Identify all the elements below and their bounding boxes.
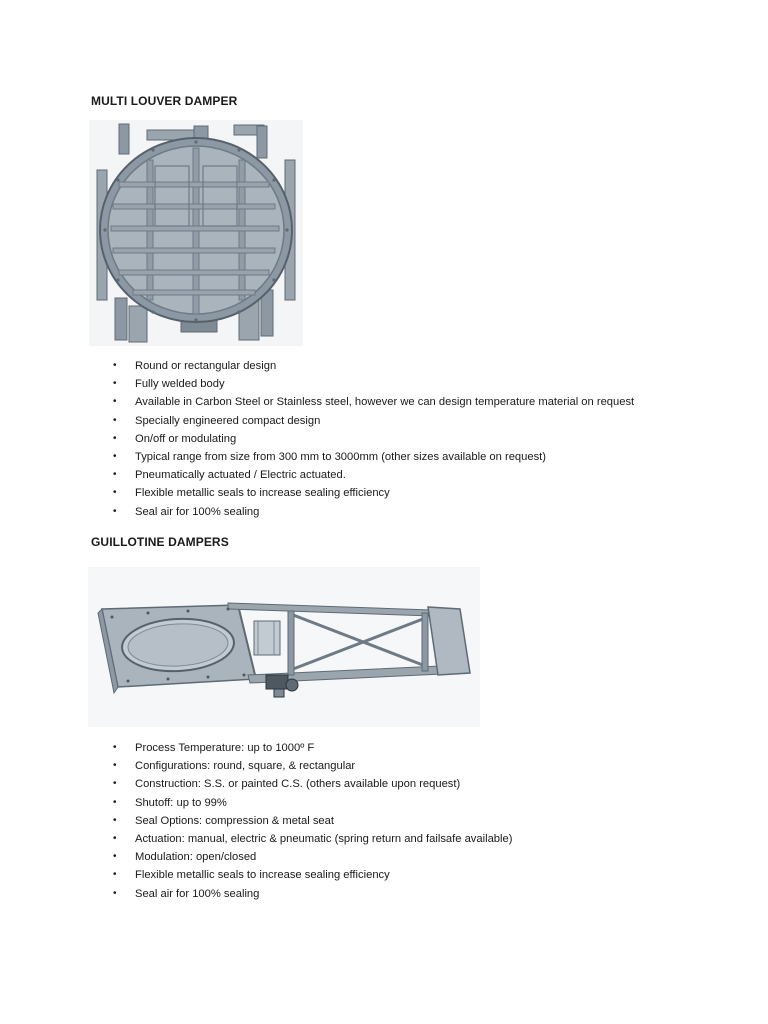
list-item xyxy=(113,484,634,502)
list-item xyxy=(113,448,634,466)
multi-louver-damper-photo xyxy=(89,120,303,346)
bullet-marker: • xyxy=(113,487,117,499)
bullet-marker: • xyxy=(113,778,117,790)
bullet-text: Typical range from size from 300 mm to 3000mm (other sizes available on request) xyxy=(135,450,547,463)
bullet-marker: • xyxy=(113,796,117,808)
bullet-text: Configurations: round, square, & rectangular xyxy=(135,760,356,773)
list-item xyxy=(113,357,634,375)
bullet-marker: • xyxy=(113,851,117,863)
bullet-text: Flexible metallic seals to increase sealing efficiency xyxy=(135,487,390,500)
list-item xyxy=(113,430,634,448)
list-item xyxy=(113,393,634,411)
bullet-text: Round or rectangular design xyxy=(135,360,277,372)
bullet-marker: • xyxy=(113,450,117,462)
bullet-list-multi-louver xyxy=(113,357,634,521)
bullet-marker: • xyxy=(113,414,117,426)
bullet-text: Seal air for 100% sealing xyxy=(135,887,260,900)
list-item xyxy=(113,375,634,393)
bullet-marker: • xyxy=(113,396,117,408)
bullet-text: Process Temperature: up to 1000º F xyxy=(135,742,315,754)
bullet-text: Actuation: manual, electric & pneumatic (spring return and failsafe available) xyxy=(135,832,513,845)
bullet-text: Shutoff: up to 99% xyxy=(135,796,227,809)
list-item xyxy=(113,830,512,848)
bullet-marker: • xyxy=(113,760,117,772)
list-item xyxy=(113,412,634,430)
bullet-marker: • xyxy=(113,469,117,481)
bullet-text: Specially engineered compact design xyxy=(135,414,321,427)
bullet-marker: • xyxy=(113,814,117,826)
bullet-list-guillotine xyxy=(113,739,512,903)
list-item xyxy=(113,466,634,484)
bullet-marker: • xyxy=(113,742,117,753)
bullet-marker: • xyxy=(113,505,117,517)
bullet-text: Available in Carbon Steel or Stainless steel, however we can design temperature material on request xyxy=(135,396,635,409)
bullet-text: Construction: S.S. or painted C.S. (others available upon request) xyxy=(135,778,461,791)
guillotine-damper-photo xyxy=(88,567,480,727)
bullet-text: On/off or modulating xyxy=(135,432,237,445)
section-heading-guillotine: GUILLOTINE DAMPERS xyxy=(91,535,229,549)
list-item xyxy=(113,812,512,830)
bullet-text: Seal Options: compression & metal seat xyxy=(135,814,334,827)
section-heading-multi-louver: MULTI LOUVER DAMPER xyxy=(91,94,238,108)
list-item xyxy=(113,503,634,521)
bullet-text: Seal air for 100% sealing xyxy=(135,505,260,518)
list-item xyxy=(113,866,512,884)
bullet-marker: • xyxy=(113,378,117,390)
bullet-marker: • xyxy=(113,832,117,844)
bullet-text: Fully welded body xyxy=(135,378,225,391)
bullet-marker: • xyxy=(113,432,117,444)
bullet-text: Flexible metallic seals to increase sealing efficiency xyxy=(135,869,390,882)
bullet-text: Modulation: open/closed xyxy=(135,851,257,864)
bullet-marker: • xyxy=(113,360,117,371)
list-item xyxy=(113,757,512,775)
list-item xyxy=(113,848,512,866)
list-item xyxy=(113,739,512,757)
list-item xyxy=(113,885,512,903)
bullet-marker: • xyxy=(113,869,117,881)
bullet-marker: • xyxy=(113,887,117,899)
list-item xyxy=(113,794,512,812)
bullet-text: Pneumatically actuated / Electric actuated. xyxy=(135,469,346,482)
list-item xyxy=(113,775,512,793)
